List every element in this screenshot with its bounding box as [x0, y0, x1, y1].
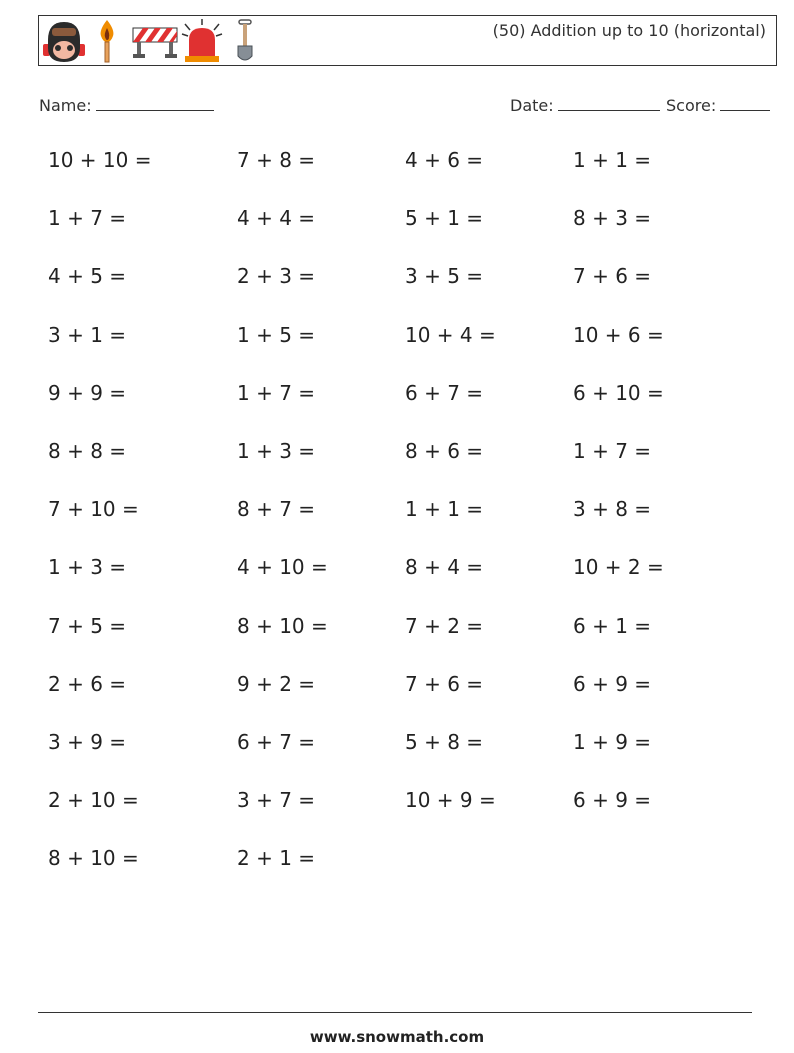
problem-item: 4 + 6 = [405, 148, 484, 172]
score-label: Score: [666, 96, 717, 115]
problem-item: 7 + 5 = [48, 613, 127, 638]
problem-item: 4 + 10 = [237, 555, 328, 580]
problem-item: 7 + 6 = [405, 671, 484, 696]
problem-item: 8 + 7 = [237, 497, 316, 522]
problem-item: 8 + 6 = [405, 439, 484, 463]
problem-item: 6 + 9 = [573, 788, 652, 813]
problem-item: 6 + 1 = [573, 613, 652, 638]
gas-mask-icon [43, 18, 85, 68]
problem-item: 2 + 10 = [48, 788, 139, 813]
problem-item: 1 + 7 = [237, 380, 316, 405]
name-blank [96, 94, 214, 111]
footer-url: www.snowmath.com [309, 1028, 485, 1046]
problem-item: 3 + 8 = [573, 497, 652, 522]
problem-item: 4 + 4 = [237, 206, 316, 231]
problem-item: 8 + 10 = [237, 613, 328, 638]
problem-item: 8 + 10 = [48, 846, 139, 871]
problem-item: 8 + 3 = [573, 206, 652, 231]
siren-icon [181, 18, 223, 68]
problem-item: 2 + 3 = [237, 264, 316, 289]
problem-item: 1 + 3 = [237, 439, 316, 463]
problem-item: 1 + 1 = [405, 497, 484, 522]
problem-item: 6 + 7 = [405, 380, 484, 405]
worksheet-title: (50) Addition up to 10 (horizontal) [492, 21, 766, 40]
problem-item: 6 + 10 = [573, 380, 664, 405]
problem-item: 10 + 6 = [573, 322, 664, 347]
problem-item: 3 + 9 = [48, 730, 127, 754]
problem-item: 5 + 8 = [405, 730, 484, 754]
problem-item: 6 + 9 = [573, 671, 652, 696]
score-blank [720, 94, 770, 111]
date-label: Date: [510, 96, 554, 115]
problem-item: 2 + 1 = [237, 846, 316, 871]
footer-divider [38, 1012, 752, 1013]
worksheet-header [38, 15, 777, 66]
problem-item: 10 + 2 = [573, 555, 664, 580]
problem-item: 10 + 10 = [48, 148, 152, 172]
score-field [666, 94, 770, 115]
problem-item: 9 + 9 = [48, 380, 127, 405]
problem-item: 3 + 5 = [405, 264, 484, 289]
barricade-icon [131, 18, 179, 68]
problem-item: 8 + 4 = [405, 555, 484, 580]
problem-item: 1 + 7 = [48, 206, 127, 231]
problem-item: 1 + 5 = [237, 322, 316, 347]
problem-item: 5 + 1 = [405, 206, 484, 231]
problem-item: 2 + 6 = [48, 671, 127, 696]
name-field [39, 94, 214, 115]
date-blank [558, 94, 660, 111]
problem-item: 1 + 7 = [573, 439, 652, 463]
shovel-icon [233, 18, 257, 68]
problem-item: 1 + 9 = [573, 730, 652, 754]
problem-item: 1 + 1 = [573, 148, 652, 172]
date-field [510, 94, 660, 115]
name-label: Name: [39, 96, 92, 115]
problem-item: 7 + 10 = [48, 497, 139, 522]
problem-item: 8 + 8 = [48, 439, 127, 463]
problem-item: 7 + 6 = [573, 264, 652, 289]
match-icon [95, 18, 119, 68]
problem-item: 9 + 2 = [237, 671, 316, 696]
problem-item: 6 + 7 = [237, 730, 316, 754]
problem-item: 7 + 2 = [405, 613, 484, 638]
problem-item: 4 + 5 = [48, 264, 127, 289]
problem-item: 10 + 9 = [405, 788, 496, 813]
problem-item: 3 + 1 = [48, 322, 127, 347]
problem-item: 10 + 4 = [405, 322, 496, 347]
problem-item: 7 + 8 = [237, 148, 316, 172]
problem-item: 1 + 3 = [48, 555, 127, 580]
problem-item: 3 + 7 = [237, 788, 316, 813]
